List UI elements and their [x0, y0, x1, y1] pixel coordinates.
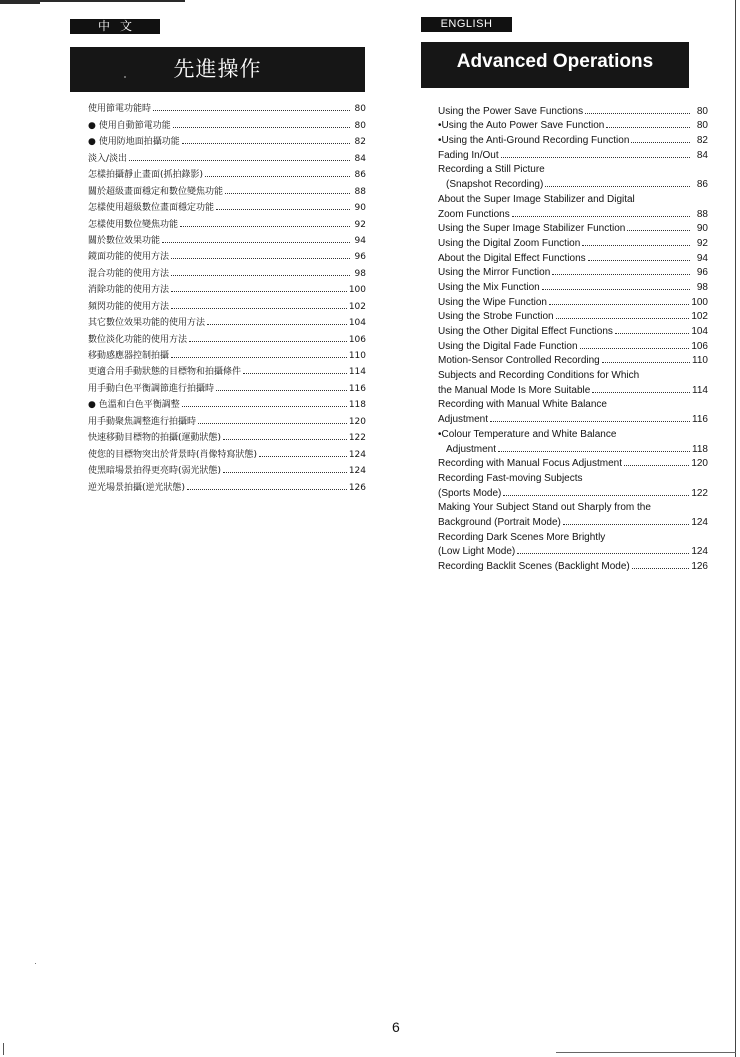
toc-entry-en-line: Subjects and Recording Conditions for Which [438, 370, 640, 382]
toc-entry-zh: 使您的目標物突出於背景時(肖像特寫狀態) 124 [88, 449, 366, 460]
toc-entry-en-line: Making Your Subject Stand out Sharply from the [438, 502, 651, 514]
toc-entry-zh: 用手動聚焦調整進行拍攝時 120 [88, 416, 366, 427]
toc-entry-en: Recording Backlit Scenes (Backlight Mode) 126 [438, 561, 708, 572]
chinese-table-of-contents [88, 98, 366, 493]
toc-entry-en: Using the Wipe Function 100 [438, 296, 708, 308]
english-section-title: Advanced Operations [421, 42, 689, 88]
toc-entry-zh: 頻閃功能的使用方法 102 [88, 301, 366, 312]
toc-entry-en: Using the Power Save Functions 80 [438, 105, 708, 117]
page-number: 6 [392, 1019, 400, 1035]
toc-entry-zh: 怎樣拍攝靜止畫面(抓拍錄影) 86 [88, 170, 366, 181]
scan-speck [35, 963, 36, 964]
toc-entry-zh: 關於超級畫面穩定和數位變焦功能 88 [88, 186, 366, 197]
toc-entry-en: (Snapshot Recording) 86 [446, 179, 708, 191]
toc-entry-en: Zoom Functions 88 [438, 208, 708, 220]
toc-entry-en: •Using the Auto Power Save Function 80 [438, 120, 708, 132]
toc-entry-en: Fading In/Out 84 [438, 149, 708, 161]
bottom-edge-rule [556, 1052, 736, 1053]
chinese-language-label: 中文 [70, 19, 160, 34]
english-language-label: ENGLISH [421, 17, 512, 32]
toc-entry-zh: 逆光場景拍攝(逆光狀態) 126 [88, 482, 366, 493]
toc-entry-en: Using the Strobe Function 102 [438, 311, 708, 323]
binding-mark [3, 1043, 4, 1055]
toc-entry-zh: 數位淡化功能的使用方法 106 [88, 334, 366, 345]
toc-entry-en: About the Digital Effect Functions 94 [438, 252, 708, 264]
toc-entry-zh: 關於數位效果功能 94 [88, 235, 366, 246]
toc-entry-en-line: Recording a Still Picture [438, 164, 545, 176]
toc-entry-zh: 混合功能的使用方法 98 [88, 268, 366, 279]
toc-entry-en: (Sports Mode) 122 [438, 487, 708, 499]
english-table-of-contents [438, 102, 708, 572]
toc-entry-en: Recording with Manual Focus Adjustment 120 [438, 458, 708, 470]
toc-entry-en: Adjustment 116 [438, 414, 708, 426]
toc-entry-en: Using the Other Digital Effect Functions 104 [438, 326, 708, 337]
toc-entry-zh: 移動感應器控制拍攝 110 [88, 351, 366, 361]
toc-entry-zh: 消除功能的使用方法 100 [88, 285, 366, 296]
chinese-section-title: 先進操作 [70, 47, 365, 92]
toc-entry-en: •Using the Anti-Ground Recording Function 82 [438, 135, 708, 147]
toc-entry-zh: 用手動白色平衡調節進行拍攝時 116 [88, 383, 366, 394]
toc-entry-en-line: Recording with Manual White Balance [438, 399, 607, 411]
toc-entry-zh: ● 色溫和白色平衡調整 118 [88, 400, 366, 411]
toc-entry-en: Motion-Sensor Controlled Recording 110 [438, 355, 708, 367]
toc-entry-zh: 怎樣使用數位變焦功能 92 [88, 219, 366, 230]
toc-entry-zh: 快速移動目標物的拍攝(運動狀態) 122 [88, 433, 366, 444]
toc-entry-en-line: Recording Fast-moving Subjects [438, 472, 583, 484]
print-speck [124, 76, 126, 78]
toc-entry-zh: ● 使用自動節電功能 80 [88, 120, 366, 131]
toc-entry-en: Adjustment 118 [446, 443, 708, 455]
toc-entry-zh: 怎樣使用超級數位畫面穩定功能 90 [88, 203, 366, 214]
toc-entry-zh: 鏡面功能的使用方法 96 [88, 252, 366, 263]
toc-entry-en: Using the Digital Fade Function 106 [438, 340, 708, 352]
top-rule-short [0, 2, 40, 4]
toc-entry-zh: 使用節電功能時 80 [88, 104, 366, 115]
toc-entry-en: Background (Portrait Mode) 124 [438, 516, 708, 528]
toc-entry-zh: 使黑暗場景拍得更亮時(弱光狀態) 124 [88, 466, 366, 477]
toc-entry-zh: 更適合用手動狀態的目標物和拍攝條件 114 [88, 367, 366, 378]
page-edge-rule [735, 0, 736, 1057]
toc-entry-en-line: •Colour Temperature and White Balance [438, 428, 617, 440]
toc-entry-en: Using the Mirror Function 96 [438, 267, 708, 279]
toc-entry-zh: 淡入/淡出 84 [88, 153, 366, 164]
toc-entry-en-line: About the Super Image Stabilizer and Digital [438, 193, 635, 205]
toc-entry-en: (Low Light Mode) 124 [438, 546, 708, 558]
toc-entry-en: Using the Mix Function 98 [438, 281, 708, 293]
toc-entry-zh: ● 使用防地面拍攝功能 82 [88, 137, 366, 148]
toc-entry-en: Using the Super Image Stabilizer Function 90 [438, 223, 708, 235]
toc-entry-en: Using the Digital Zoom Function 92 [438, 237, 708, 249]
toc-entry-en: the Manual Mode Is More Suitable 114 [438, 384, 708, 396]
toc-entry-zh: 其它數位效果功能的使用方法 104 [88, 318, 366, 329]
toc-entry-en-line: Recording Dark Scenes More Brightly [438, 531, 606, 543]
